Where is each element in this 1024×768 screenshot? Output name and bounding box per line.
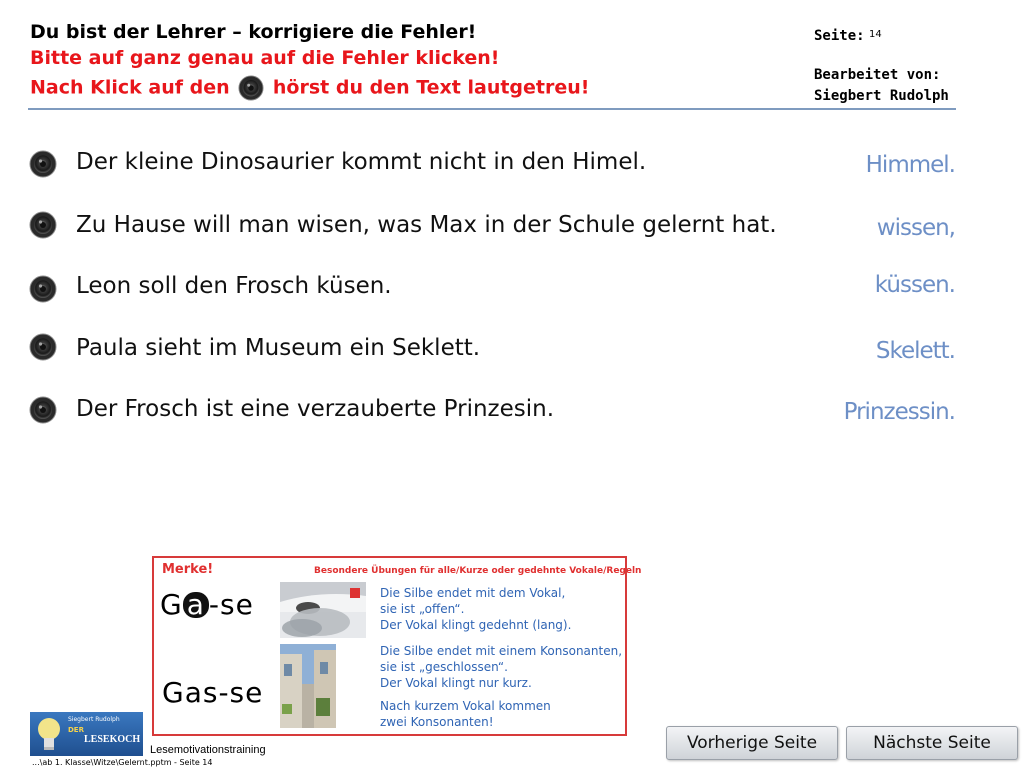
app-name: Lesemotivationstraining [150,744,266,756]
correction-answer: Prinzessin. [843,399,955,425]
header-divider [28,108,956,110]
speaker-icon[interactable] [29,396,57,424]
rule-line: Der Vokal klingt gedehnt (lang). [380,618,572,632]
rule-line: sie ist „offen“. [380,602,465,616]
lesekoch-logo [30,712,143,756]
exhaust-photo [280,582,366,638]
word-part: -se [208,588,254,621]
rule-line: Nach kurzem Vokal kommen [380,699,551,713]
word-vowel-highlight: a [183,592,209,618]
instruction-audio-hint-part1: Nach Klick auf den [30,76,230,99]
instruction-audio-hint [30,75,589,101]
instruction-click-hint: Bitte auf ganz genau auf die Fehler klicken! [30,47,500,69]
speaker-icon [238,75,264,101]
example-word-short-vowel: Gas-se [162,676,264,709]
rule-closed-syllable [380,643,622,691]
word-part: G [160,588,183,621]
rule-double-consonant [380,698,551,730]
exercise-sentence[interactable]: Zu Hause will man wisen, was Max in der Schule gelernt hat. [76,212,777,238]
merke-rule-box [152,556,642,736]
exercise-sentence[interactable]: Der Frosch ist eine verzauberte Prinzesin. [76,396,555,422]
file-path: ...\ab 1. Klasse\Witze\Gelernt.pptm - Seite 14 [32,758,213,767]
instruction-audio-hint-part2: hörst du den Text lautgetreu! [272,76,590,99]
correction-answer: Skelett. [875,338,955,364]
rule-open-syllable [380,585,571,633]
edited-by-label: Bearbeitet von: [814,67,941,83]
alley-photo [280,644,336,728]
exercise-sentence[interactable]: Der kleine Dinosaurier kommt nicht in den Himel. [76,149,647,175]
page-label: Seite: [814,28,865,44]
edited-by-name: Siegbert Rudolph [814,88,949,104]
correction-answer: küssen. [874,272,955,298]
logo-text: LESEKOCH [84,734,141,745]
bulb-icon [34,716,64,752]
logo-author: Siegbert Rudolph [68,716,120,723]
merke-subtitle: Besondere Übungen für alle/Kurze oder gedehnte Vokale/Regeln [314,566,642,576]
speaker-icon[interactable] [29,150,57,178]
exercise-sentence[interactable]: Paula sieht im Museum ein Seklett. [76,335,481,361]
rule-line: Der Vokal klingt nur kurz. [380,676,532,690]
speaker-icon[interactable] [29,275,57,303]
correction-answer: Himmel. [865,152,955,178]
merke-title: Merke! [162,562,214,577]
next-page-button[interactable]: Nächste Seite [846,726,1018,760]
exercise-sentence[interactable]: Leon soll den Frosch küsen. [76,273,392,299]
speaker-icon[interactable] [29,333,57,361]
logo-prefix: DER [68,726,84,734]
rule-line: Die Silbe endet mit dem Vokal, [380,586,566,600]
correction-answer: wissen, [876,215,955,241]
previous-page-button[interactable]: Vorherige Seite [666,726,838,760]
rule-line: zwei Konsonanten! [380,715,494,729]
rule-line: Die Silbe endet mit einem Konsonanten, [380,644,623,658]
instruction-title: Du bist der Lehrer – korrigiere die Fehler! [30,21,477,43]
speaker-icon[interactable] [29,211,57,239]
page-number: 14 [869,29,882,40]
rule-line: sie ist „geschlossen“. [380,660,508,674]
example-word-long-vowel [160,588,254,621]
